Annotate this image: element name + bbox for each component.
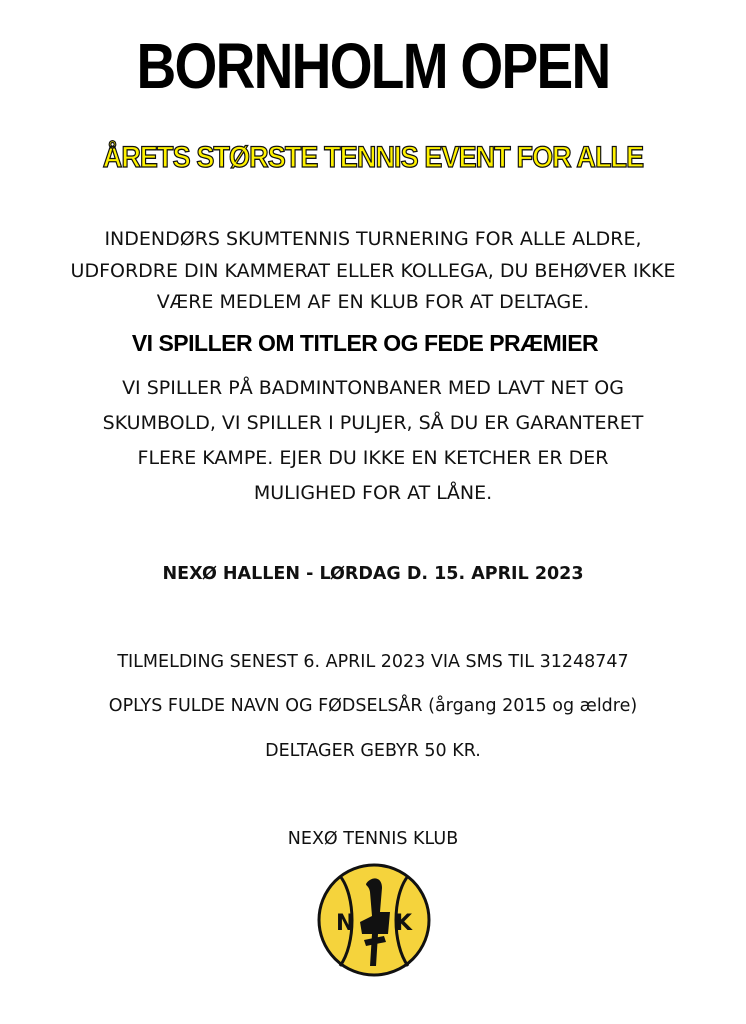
required-info: OPLYS FULDE NAVN OG FØDSELSÅR (årgang 2015 og ældre) [108,696,638,716]
logo-letter-k: K [395,911,413,936]
logo-letter-n: N [336,911,355,936]
venue-date: NEXØ HALLEN - LØRDAG D. 15. APRIL 2023 [162,564,584,584]
poster-title: BORNHOLM OPEN [136,30,610,102]
registration-info: TILMELDING SENEST 6. APRIL 2023 VIA SMS TIL 31248747 [117,652,629,672]
tennis-ball-icon [316,862,432,978]
club-name: NEXØ TENNIS KLUB [287,829,459,849]
intro-paragraph: INDENDØRS SKUMTENNIS TURNERING FOR ALLE ALDRE, UDFORDRE DIN KAMMERAT ELLER KOLLEGA, DU BEHØVER IKKE VÆRE MEDLEM AF EN KLUB FOR AT DELTAGE. [70,228,676,313]
description-paragraph: VI SPILLER PÅ BADMINTONBANER MED LAVT NET OG SKUMBOLD, VI SPILLER I PULJER, SÅ DU ER GARANTERET FLERE KAMPE. EJER DU IKKE EN KETCHER ER DER MULIGHED FOR AT LÅNE. [102,377,644,504]
participant-fee: DELTAGER GEBYR 50 KR. [265,741,481,761]
club-logo [316,862,432,978]
tagline: VI SPILLER OM TITLER OG FEDE PRÆMIER [131,330,599,356]
poster-subtitle: ÅRETS STØRSTE TENNIS EVENT FOR ALLE [102,141,644,174]
